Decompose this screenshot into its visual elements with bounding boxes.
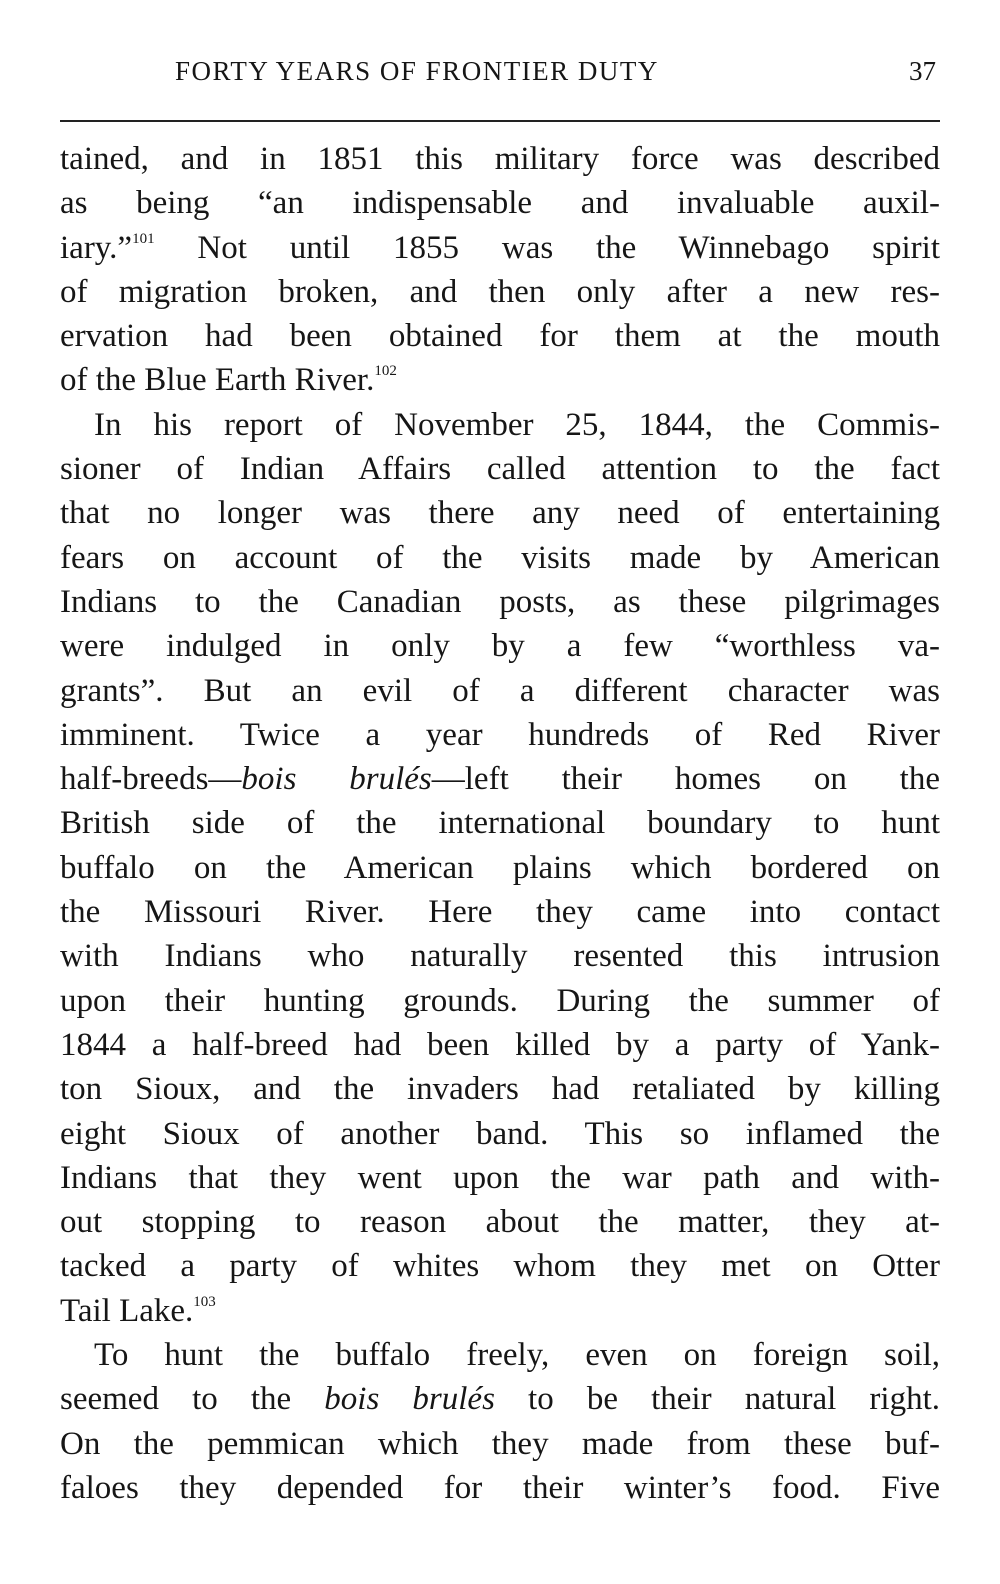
paragraph — [60, 137, 940, 403]
italic-term: bois brulés — [241, 761, 432, 798]
text-run: tacked a party of whites whom they met on Otter — [60, 1248, 940, 1285]
italic-term: bois brulés — [324, 1381, 495, 1418]
text-run: Not until 1855 was the Winnebago spirit — [154, 229, 940, 266]
text-line — [60, 403, 940, 447]
paragraph — [60, 1333, 940, 1510]
text-line — [60, 270, 940, 314]
text-line — [60, 713, 940, 757]
running-head — [60, 56, 940, 96]
text-line — [60, 181, 940, 225]
text-line — [60, 757, 940, 801]
text-line — [60, 447, 940, 491]
text-line — [60, 1244, 940, 1288]
text-run: upon their hunting grounds. During the summer of — [60, 982, 940, 1019]
text-run: half-breeds— — [60, 761, 242, 798]
text-run: were indulged in only by a few “worthless va- — [60, 628, 940, 665]
footnote-reference: 103 — [193, 1293, 216, 1310]
text-run: sioner of Indian Affairs called attention to the fact — [60, 451, 940, 488]
text-run: Indians that they went upon the war path and with- — [60, 1159, 940, 1196]
text-line — [60, 491, 940, 535]
text-line — [60, 536, 940, 580]
text-line — [60, 979, 940, 1023]
page-number: 37 — [909, 56, 936, 86]
text-run: imminent. Twice a year hundreds of Red River — [60, 716, 940, 753]
body-text — [60, 137, 940, 1510]
text-run: British side of the international boundary to hunt — [60, 805, 940, 842]
text-run: iary.” — [60, 229, 133, 266]
text-line — [60, 1112, 940, 1156]
text-line — [60, 1289, 940, 1333]
text-run: fears on account of the visits made by American — [60, 539, 940, 576]
text-run: grants”. But an evil of a different character was — [60, 672, 940, 709]
text-run: faloes they depended for their winter’s food. Five — [60, 1469, 940, 1506]
text-run: In his report of November 25, 1844, the Commis- — [94, 406, 940, 443]
text-line — [60, 1333, 940, 1377]
text-run: Indians to the Canadian posts, as these pilgrimages — [60, 583, 940, 620]
text-run: ervation had been obtained for them at the mouth — [60, 318, 940, 355]
text-line — [60, 1067, 940, 1111]
text-run: Tail Lake. — [60, 1292, 194, 1329]
text-line — [60, 890, 940, 934]
text-line — [60, 580, 940, 624]
text-run: tained, and in 1851 this military force was described — [60, 141, 940, 177]
text-run: On the pemmican which they made from these buf- — [60, 1425, 940, 1462]
text-run: eight Sioux of another band. This so inflamed the — [60, 1115, 940, 1152]
text-run: with Indians who naturally resented this intrusion — [60, 938, 940, 975]
text-line — [60, 1200, 940, 1244]
text-run: of migration broken, and then only after a new res- — [60, 273, 940, 310]
text-run: ton Sioux, and the invaders had retaliated by killing — [60, 1071, 940, 1108]
text-line — [60, 1023, 940, 1067]
text-line — [60, 624, 940, 668]
text-run: that no longer was there any need of entertaining — [60, 495, 940, 532]
text-line — [60, 934, 940, 978]
text-run: of the Blue Earth River. — [60, 362, 375, 399]
text-line — [60, 226, 940, 270]
running-title: FORTY YEARS OF FRONTIER DUTY — [175, 56, 659, 86]
text-line — [60, 314, 940, 358]
text-line — [60, 1156, 940, 1200]
text-run: out stopping to reason about the matter, they at- — [60, 1204, 940, 1241]
text-run: as being “an indispensable and invaluable auxil- — [60, 185, 940, 222]
text-line — [60, 846, 940, 890]
text-run: seemed to the — [60, 1381, 325, 1418]
text-run: 1844 a half-breed had been killed by a party of Yank- — [60, 1026, 940, 1063]
text-run: to be their natural right. — [494, 1381, 940, 1418]
text-run: —left their homes on the — [431, 761, 940, 798]
footnote-reference: 102 — [374, 363, 397, 380]
text-line — [60, 801, 940, 845]
text-line — [60, 1377, 940, 1421]
text-run: buffalo on the American plains which bordered on — [60, 849, 940, 886]
text-line — [60, 669, 940, 713]
text-run: To hunt the buffalo freely, even on foreign soil, — [94, 1337, 940, 1374]
text-line — [60, 137, 940, 181]
footnote-reference: 101 — [132, 230, 155, 247]
text-line — [60, 358, 940, 402]
header-rule — [60, 120, 940, 122]
text-line — [60, 1422, 940, 1466]
text-line — [60, 1466, 940, 1510]
paragraph — [60, 403, 940, 1333]
text-run: the Missouri River. Here they came into contact — [60, 894, 940, 931]
